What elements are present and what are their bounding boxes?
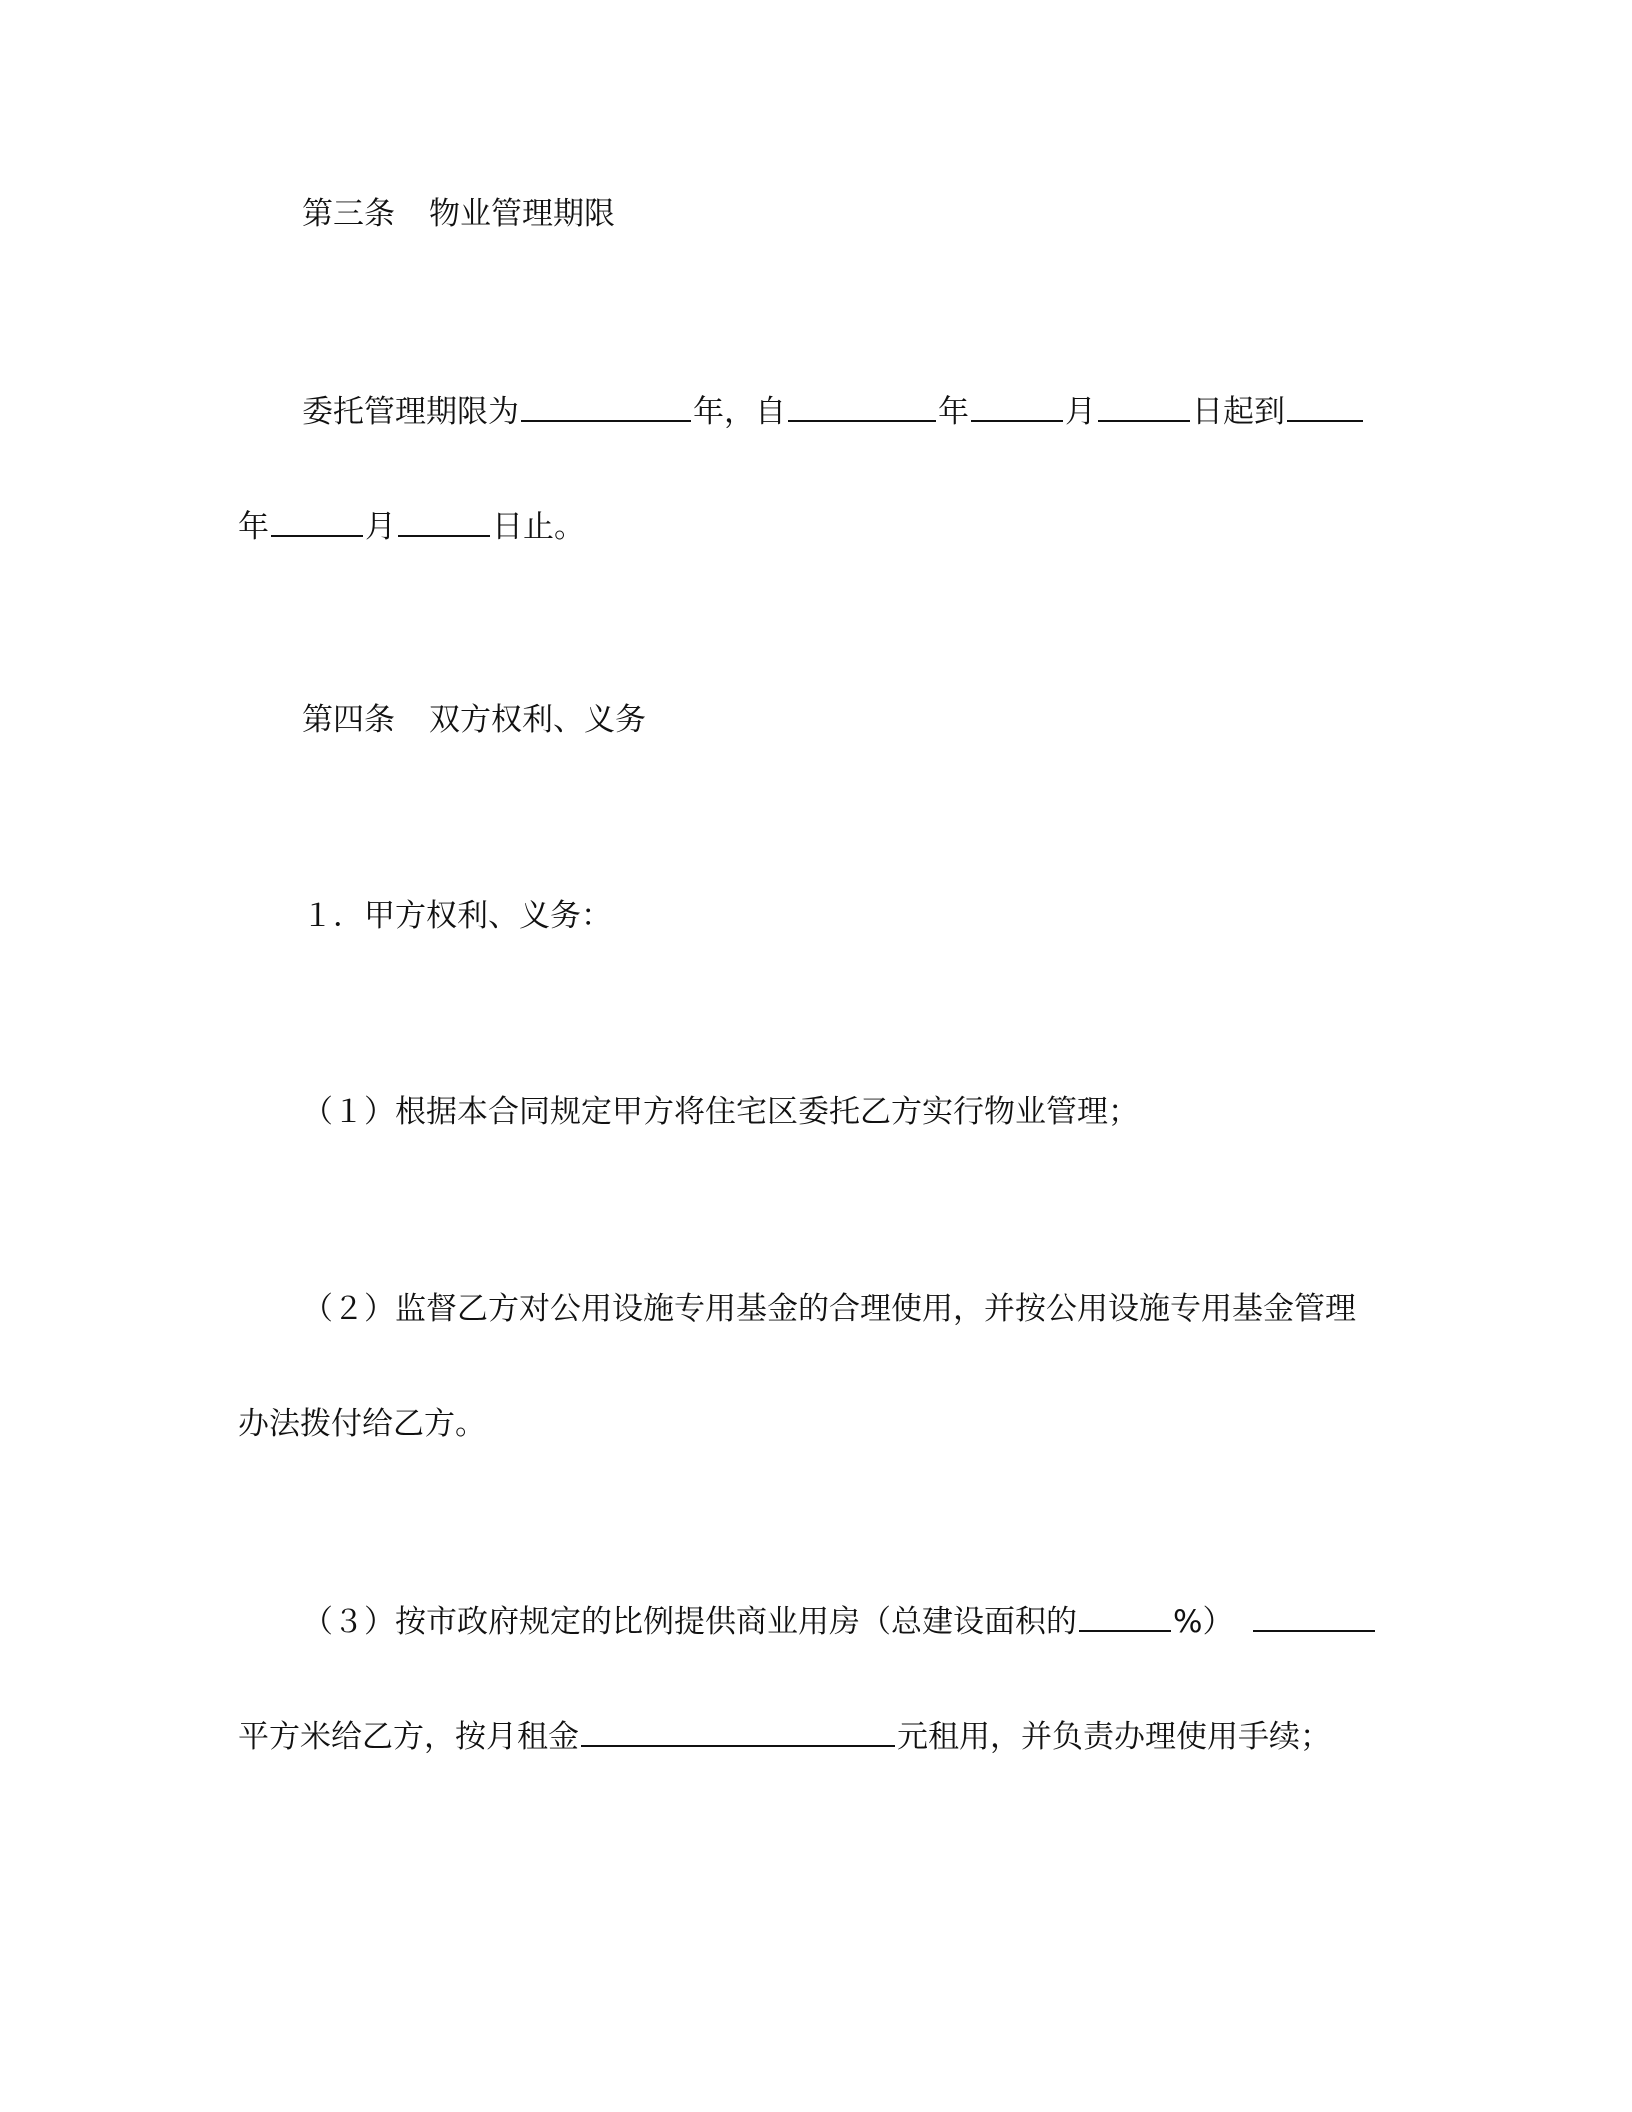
item-3-text: （３）按市政府规定的比例提供商业用房（总建设面积的 xyxy=(302,1604,1077,1640)
percent-label: %） xyxy=(1173,1604,1234,1640)
party-a-subheading: １．甲方权利、义务： xyxy=(302,898,612,934)
end-month-blank[interactable] xyxy=(271,505,363,537)
start-year-blank[interactable] xyxy=(788,390,936,422)
article-4-number: 第四条 xyxy=(302,702,395,738)
term-years-blank[interactable] xyxy=(521,390,691,422)
end-month-label: 月 xyxy=(365,509,396,545)
start-day-label: 日起到 xyxy=(1192,394,1285,430)
article-4-heading xyxy=(302,700,646,740)
item-2-line-1: （２）监督乙方对公用设施专用基金的合理使用，并按公用设施专用基金管理 xyxy=(302,1291,1356,1327)
end-day-label: 日止。 xyxy=(492,509,585,545)
article-4-title: 双方权利、义务 xyxy=(429,702,646,738)
item-3-line-2 xyxy=(238,1715,1331,1755)
term-label: 委托管理期限为 xyxy=(302,394,519,430)
term-from-label: 年，自 xyxy=(693,394,786,430)
item-3-line-1 xyxy=(302,1600,1377,1640)
rent-blank[interactable] xyxy=(581,1715,895,1747)
start-month-label: 月 xyxy=(1065,394,1096,430)
end-day-blank[interactable] xyxy=(398,505,490,537)
start-month-blank[interactable] xyxy=(971,390,1063,422)
article-3-heading xyxy=(302,194,615,234)
article-3-title: 物业管理期限 xyxy=(429,196,615,232)
item-2-line-2: 办法拨付给乙方。 xyxy=(238,1406,486,1442)
end-year-label: 年 xyxy=(238,509,269,545)
article-3-number: 第三条 xyxy=(302,196,395,232)
percent-blank[interactable] xyxy=(1079,1600,1171,1632)
start-day-blank[interactable] xyxy=(1098,390,1190,422)
term-line-2 xyxy=(238,505,585,545)
item-1: （１）根据本合同规定甲方将住宅区委托乙方实行物业管理； xyxy=(302,1094,1139,1130)
rent-unit-label: 元租用，并负责办理使用手续； xyxy=(897,1719,1331,1755)
end-year-blank[interactable] xyxy=(1287,390,1363,422)
term-line-1 xyxy=(302,390,1365,430)
area-blank[interactable] xyxy=(1253,1600,1375,1632)
rent-label: 平方米给乙方，按月租金 xyxy=(238,1719,579,1755)
start-year-label: 年 xyxy=(938,394,969,430)
